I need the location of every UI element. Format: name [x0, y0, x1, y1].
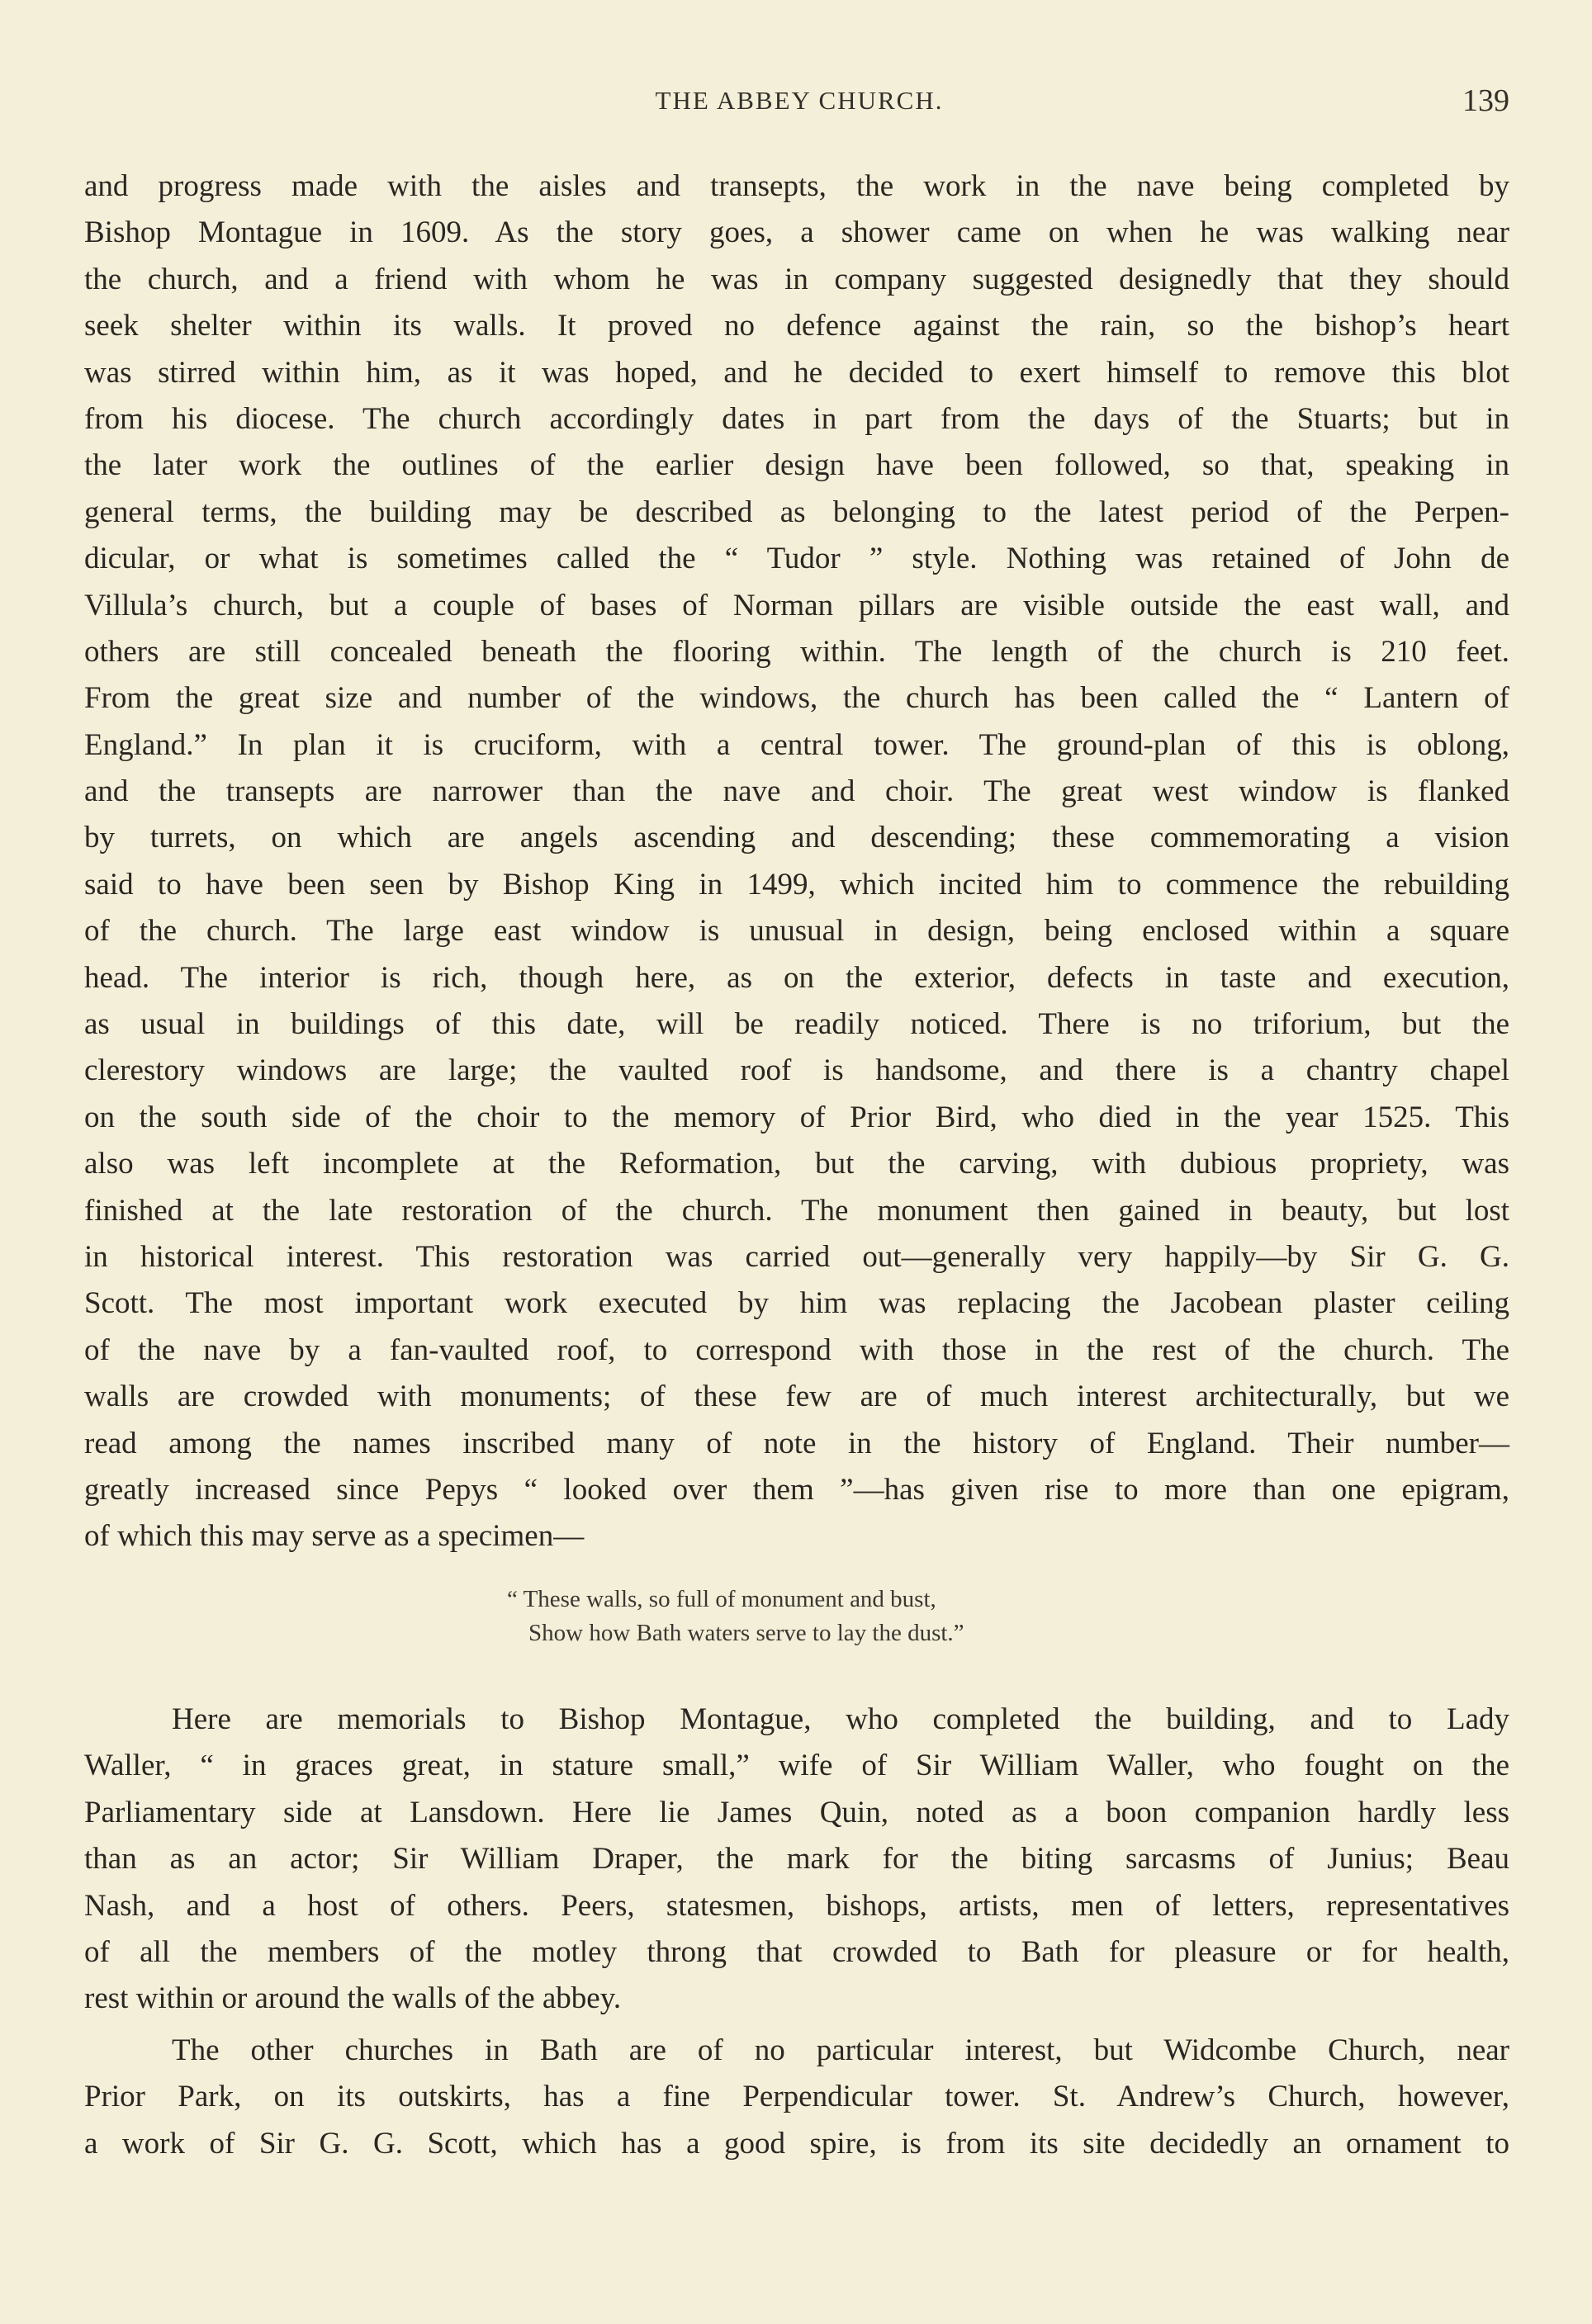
text-line: the church, and a friend with whom he was in company suggested designedly that they should — [84, 262, 1509, 296]
text-line: rest within or around the walls of the abbey. — [84, 1981, 622, 2016]
text-line: Waller, “ in graces great, in stature small,” wife of Sir William Waller, who fought on the — [84, 1749, 1509, 1783]
text-line: others are still concealed beneath the flooring within. The length of the church is 210 feet. — [84, 634, 1509, 669]
text-line: read among the names inscribed many of note in the history of England. Their number— — [84, 1426, 1509, 1460]
text-line: by turrets, on which are angels ascending and descending; these commemorating a vision — [84, 821, 1509, 855]
text-line: from his diocese. The church accordingly dates in part from the days of the Stuarts; but in — [84, 401, 1509, 436]
text-line: a work of Sir G. G. Scott, which has a good spire, is from its site decidedly an ornament to — [84, 2126, 1509, 2161]
text-line: Parliamentary side at Lansdown. Here lie James Quin, noted as a boon companion hardly less — [84, 1795, 1509, 1829]
text-line: and the transepts are narrower than the nave and choir. The great west window is flanked — [84, 774, 1509, 809]
text-line: clerestory windows are large; the vaulted roof is handsome, and there is a chantry chapel — [84, 1053, 1509, 1088]
text-line: than as an actor; Sir William Draper, the mark for the biting sarcasms of Junius; Beau — [84, 1842, 1509, 1877]
text-line: of all the members of the motley throng that crowded to Bath for pleasure or for health, — [84, 1934, 1509, 1969]
text-line: Bishop Montague in 1609. As the story goes, a shower came on when he was walking near — [84, 215, 1509, 250]
epigram-quote — [0, 1583, 1592, 1650]
text-line: of the nave by a fan-vaulted roof, to correspond with those in the rest of the church. The — [84, 1332, 1509, 1367]
text-line: of the church. The large east window is unusual in design, being enclosed within a square — [84, 914, 1509, 949]
text-line: Here are memorials to Bishop Montague, who completed the building, and to Lady — [172, 1702, 1509, 1736]
text-line: greatly increased since Pepys “ looked over them ”—has given rise to more than one epigram, — [84, 1472, 1509, 1507]
text-line: on the south side of the choir to the memory of Prior Bird, who died in the year 1525. This — [84, 1100, 1509, 1134]
text-line: in historical interest. This restoration was carried out—generally very happily—by Sir G. G. — [84, 1239, 1509, 1274]
text-line: head. The interior is rich, though here, as on the exterior, defects in taste and execution, — [84, 960, 1509, 995]
paragraph-memorials — [84, 1697, 1509, 2023]
quote-line: “ These walls, so full of monument and bust, — [507, 1586, 936, 1612]
text-line: as usual in buildings of this date, will be readily noticed. There is no triforium, but the — [84, 1007, 1509, 1042]
text-line: Villula’s church, but a couple of bases of Norman pillars are visible outside the east wall, and — [84, 588, 1509, 622]
text-line: said to have been seen by Bishop King in 1499, which incited him to commence the rebuilding — [84, 867, 1509, 902]
text-line: also was left incomplete at the Reformation, but the carving, with dubious propriety, was — [84, 1147, 1509, 1181]
running-title: THE ABBEY CHURCH. — [655, 86, 944, 115]
quote-line: Show how Bath waters serve to lay the dust.” — [528, 1620, 964, 1646]
text-line: Prior Park, on its outskirts, has a fine Perpendicular tower. St. Andrew’s Church, however, — [84, 2080, 1509, 2114]
text-line: was stirred within him, as it was hoped, and he decided to exert himself to remove this blot — [84, 355, 1509, 390]
paragraph-main — [84, 163, 1509, 1560]
text-line: Nash, and a host of others. Peers, statesmen, bishops, artists, men of letters, representatives — [84, 1888, 1509, 1923]
text-line: dicular, or what is sometimes called the “ Tudor ” style. Nothing was retained of John de — [84, 542, 1509, 576]
text-line: general terms, the building may be described as belonging to the latest period of the Perpen- — [84, 495, 1509, 529]
text-line: and progress made with the aisles and transepts, the work in the nave being completed by — [84, 169, 1509, 203]
text-line: England.” In plan it is cruciform, with a central tower. The ground-plan of this is oblong, — [84, 727, 1509, 762]
text-line: seek shelter within its walls. It proved no defence against the rain, so the bishop’s heart — [84, 309, 1509, 343]
paragraph-other-churches — [84, 2028, 1509, 2167]
text-line: the later work the outlines of the earlier design have been followed, so that, speaking in — [84, 448, 1509, 483]
text-line: of which this may serve as a specimen— — [84, 1519, 585, 1554]
text-line: The other churches in Bath are of no particular interest, but Widcombe Church, near — [172, 2033, 1509, 2067]
page-number: 139 — [1462, 83, 1509, 118]
text-line: finished at the late restoration of the church. The monument then gained in beauty, but lost — [84, 1193, 1509, 1228]
text-line: From the great size and number of the windows, the church has been called the “ Lantern of — [84, 681, 1509, 716]
running-header — [89, 78, 1509, 127]
text-line: Scott. The most important work executed by him was replacing the Jacobean plaster ceiling — [84, 1286, 1509, 1321]
text-line: walls are crowded with monuments; of these few are of much interest architecturally, but we — [84, 1380, 1509, 1414]
